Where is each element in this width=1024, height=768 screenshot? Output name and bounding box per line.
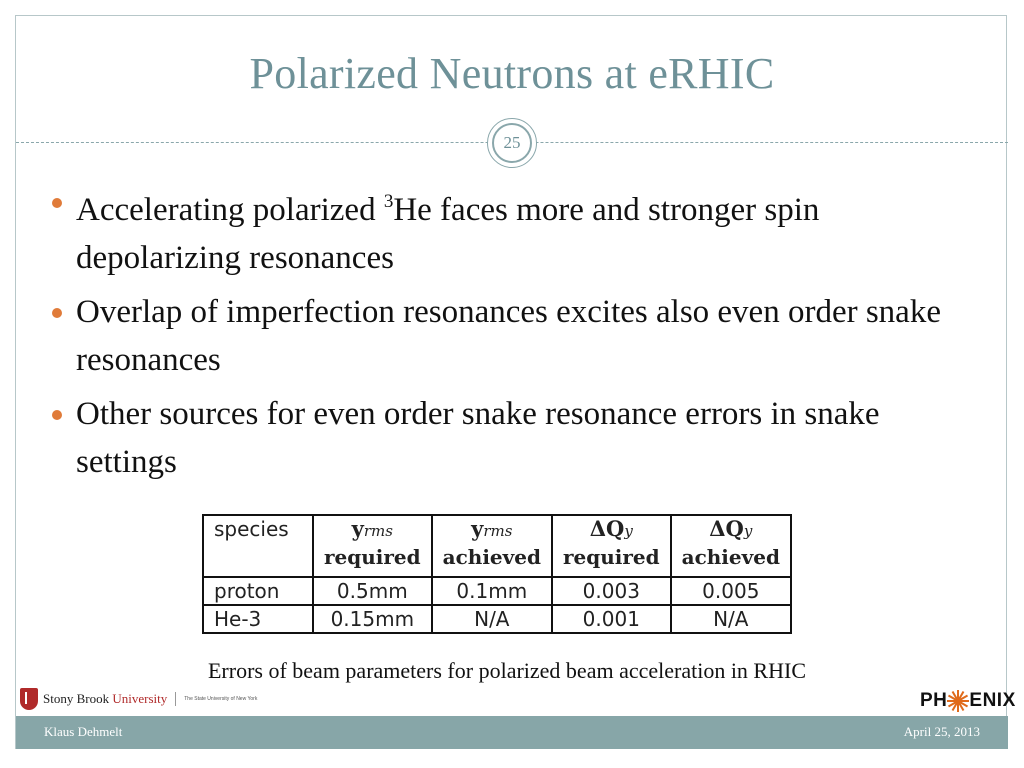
bullet-dot-icon <box>52 308 62 318</box>
table-cell: proton <box>203 577 313 605</box>
shield-icon <box>20 688 38 710</box>
bullet-item <box>48 178 988 282</box>
header-symbol <box>682 517 780 543</box>
header-symbol-main: ΔQ <box>589 516 625 541</box>
table-cell: 0.005 <box>671 577 791 605</box>
bullet-item <box>48 390 988 486</box>
starburst-icon <box>947 690 969 712</box>
bullet-text: Accelerating polarized <box>76 192 384 228</box>
bullet-text: Overlap of imperfection resonances excites also even order snake resonances <box>76 294 941 378</box>
table-header-cell <box>552 515 671 577</box>
header-symbol <box>443 517 541 543</box>
table-cell: 0.003 <box>552 577 671 605</box>
header-label: achieved <box>681 545 780 569</box>
header-subscript: rms <box>363 522 393 540</box>
table-header-row <box>203 515 791 577</box>
table-header-cell <box>671 515 791 577</box>
beam-parameters-table <box>202 514 792 634</box>
phenix-logo <box>920 690 1016 712</box>
superscript: 3 <box>383 191 394 212</box>
table-cell: 0.5mm <box>313 577 432 605</box>
page-number-badge <box>487 118 537 168</box>
table-cell: 0.15mm <box>313 605 432 633</box>
header-symbol <box>324 517 421 543</box>
phenix-left: PH <box>920 690 948 711</box>
bullet-item <box>48 288 988 384</box>
sbu-university: University <box>112 691 168 706</box>
bullet-text: Other sources for even order snake resonance errors in snake settings <box>76 396 880 480</box>
header-symbol-main: y <box>351 516 364 541</box>
table-header-cell <box>203 515 313 577</box>
logo-divider <box>175 692 176 706</box>
table-caption: Errors of beam parameters for polarized beam acceleration in RHIC <box>207 658 806 683</box>
bullet-list <box>48 178 988 492</box>
table-cell: 0.001 <box>552 605 671 633</box>
bullet-dot-icon <box>52 198 62 208</box>
header-symbol-main: y <box>471 516 484 541</box>
header-label: required <box>562 545 660 569</box>
table-cell: He-3 <box>203 605 313 633</box>
footer-author: Klaus Dehmelt <box>44 724 123 739</box>
header-subscript: y <box>743 522 753 540</box>
stony-brook-logo <box>20 686 257 712</box>
footer-bar <box>16 716 1008 749</box>
header-label: achieved <box>442 545 541 569</box>
header-subscript: y <box>624 522 633 540</box>
footer-date: April 25, 2013 <box>903 724 980 739</box>
table-header-cell <box>313 515 432 577</box>
table-cell: N/A <box>671 605 791 633</box>
header-label: species <box>214 517 289 541</box>
header-symbol-main: ΔQ <box>709 516 744 541</box>
phenix-right: ENIX <box>969 690 1016 711</box>
page-number: 25 <box>492 123 532 163</box>
table-cell: N/A <box>432 605 552 633</box>
table-row <box>203 577 791 605</box>
sbu-wordmark <box>43 691 167 707</box>
sbu-name: Stony Brook <box>43 691 110 706</box>
header-subscript: rms <box>483 522 513 540</box>
header-label: required <box>324 545 421 569</box>
table-header-cell <box>432 515 552 577</box>
table-row <box>203 605 791 633</box>
bullet-text: He faces more and stronger spin depolarizing resonances <box>76 192 820 276</box>
bullet-dot-icon <box>52 410 62 420</box>
sbu-subtitle: The State University of New York <box>184 696 258 702</box>
table-cell: 0.1mm <box>432 577 552 605</box>
header-symbol <box>563 517 660 543</box>
slide-title: Polarized Neutrons at eRHIC <box>249 49 775 98</box>
